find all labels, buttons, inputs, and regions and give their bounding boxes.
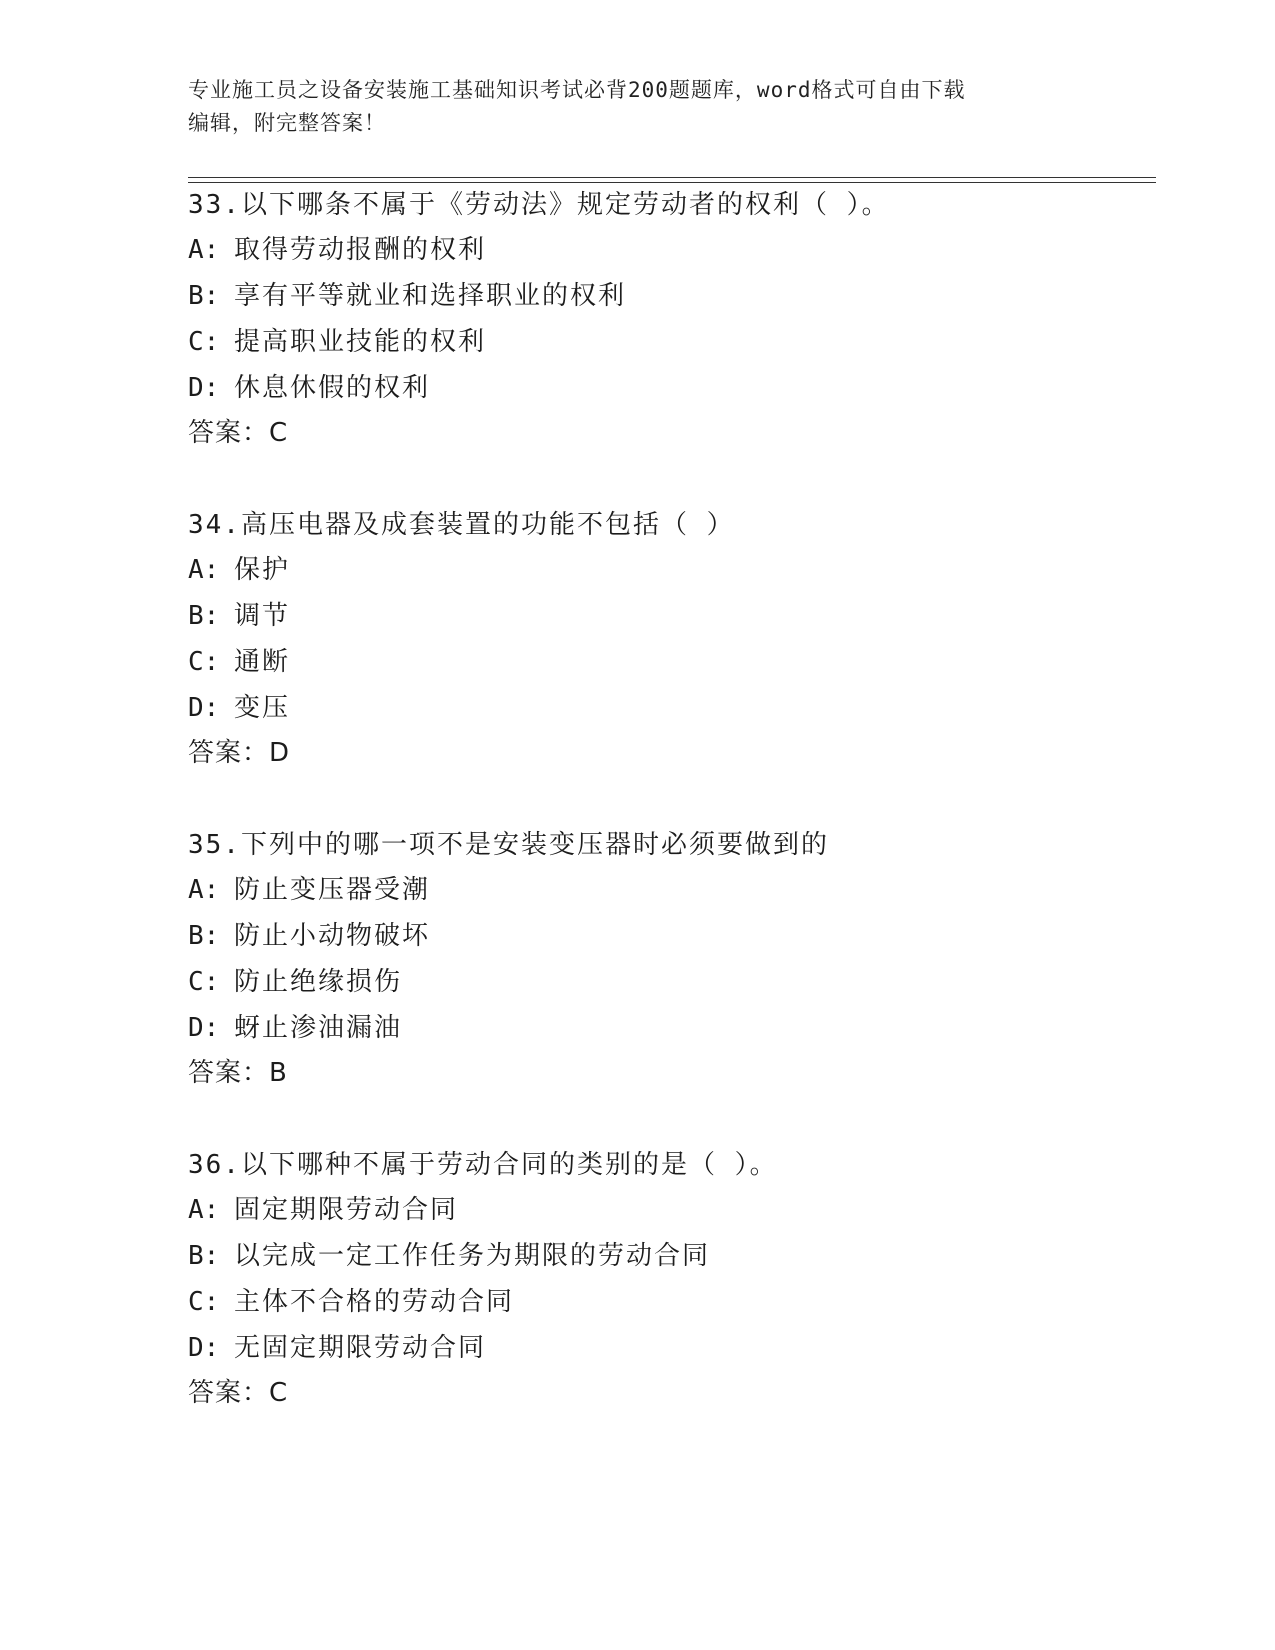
option-text: 通断 bbox=[234, 647, 291, 677]
option-key: B: bbox=[188, 1241, 220, 1271]
option-text: 固定期限劳动合同 bbox=[234, 1195, 459, 1225]
answer-label: 答案：C bbox=[188, 418, 289, 448]
option-key: B: bbox=[188, 921, 220, 951]
option-key: C: bbox=[188, 967, 220, 997]
option-c bbox=[188, 1287, 514, 1317]
option-text: 防止变压器受潮 bbox=[234, 875, 431, 905]
option-a bbox=[188, 1195, 458, 1225]
header-divider-bottom bbox=[188, 182, 1156, 183]
option-text: 取得劳动报酬的权利 bbox=[234, 235, 487, 265]
option-key: B: bbox=[188, 281, 220, 311]
option-b bbox=[188, 1241, 710, 1271]
option-text: 防止小动物破坏 bbox=[234, 921, 431, 951]
option-text: 以完成一定工作任务为期限的劳动合同 bbox=[234, 1241, 711, 1271]
option-text: 变压 bbox=[234, 693, 291, 723]
option-d bbox=[188, 1013, 402, 1043]
option-c bbox=[188, 967, 402, 997]
option-key: A: bbox=[188, 235, 220, 265]
question-stem: 34.高压电器及成套装置的功能不包括（ ） bbox=[188, 510, 735, 540]
option-d bbox=[188, 373, 430, 403]
question-stem: 36.以下哪种不属于劳动合同的类别的是（ ）。 bbox=[188, 1150, 778, 1180]
answer-label: 答案：C bbox=[188, 1378, 289, 1408]
question-stem: 33.以下哪条不属于《劳动法》规定劳动者的权利（ ）。 bbox=[188, 190, 890, 220]
header-title-line-1: 专业施工员之设备安装施工基础知识考试必背200题题库，word格式可自由下载 bbox=[188, 78, 966, 102]
option-b bbox=[188, 601, 290, 631]
option-d bbox=[188, 693, 290, 723]
option-text: 调节 bbox=[234, 601, 291, 631]
option-key: C: bbox=[188, 647, 220, 677]
option-text: 防止绝缘损伤 bbox=[234, 967, 403, 997]
answer-label: 答案：B bbox=[188, 1058, 288, 1088]
option-text: 无固定期限劳动合同 bbox=[234, 1333, 487, 1363]
option-key: D: bbox=[188, 373, 220, 403]
option-key: A: bbox=[188, 875, 220, 905]
option-text: 享有平等就业和选择职业的权利 bbox=[234, 281, 627, 311]
option-key: D: bbox=[188, 693, 220, 723]
option-b bbox=[188, 281, 626, 311]
option-key: A: bbox=[188, 1195, 220, 1225]
option-a bbox=[188, 555, 290, 585]
option-key: A: bbox=[188, 555, 220, 585]
option-key: C: bbox=[188, 1287, 220, 1317]
option-key: B: bbox=[188, 601, 220, 631]
option-key: C: bbox=[188, 327, 220, 357]
header-title-line-2: 编辑，附完整答案！ bbox=[188, 111, 386, 135]
question-35 bbox=[188, 830, 1148, 1150]
question-stem: 35.下列中的哪一项不是安装变压器时必须要做到的 bbox=[188, 830, 829, 860]
option-text: 主体不合格的劳动合同 bbox=[234, 1287, 515, 1317]
answer-label: 答案：D bbox=[188, 738, 291, 768]
question-34 bbox=[188, 510, 1148, 830]
document-header bbox=[188, 74, 1068, 140]
option-text: 提高职业技能的权利 bbox=[234, 327, 487, 357]
option-b bbox=[188, 921, 430, 951]
option-text: 保护 bbox=[234, 555, 291, 585]
option-text: 休息休假的权利 bbox=[234, 373, 431, 403]
option-a bbox=[188, 235, 486, 265]
question-36 bbox=[188, 1150, 1148, 1470]
header-divider-top bbox=[188, 177, 1156, 178]
option-key: D: bbox=[188, 1333, 220, 1363]
option-key: D: bbox=[188, 1013, 220, 1043]
option-c bbox=[188, 647, 290, 677]
option-c bbox=[188, 327, 486, 357]
option-text: 蚜止渗油漏油 bbox=[234, 1013, 403, 1043]
option-d bbox=[188, 1333, 486, 1363]
question-list bbox=[188, 190, 1148, 1470]
question-33 bbox=[188, 190, 1148, 510]
option-a bbox=[188, 875, 430, 905]
